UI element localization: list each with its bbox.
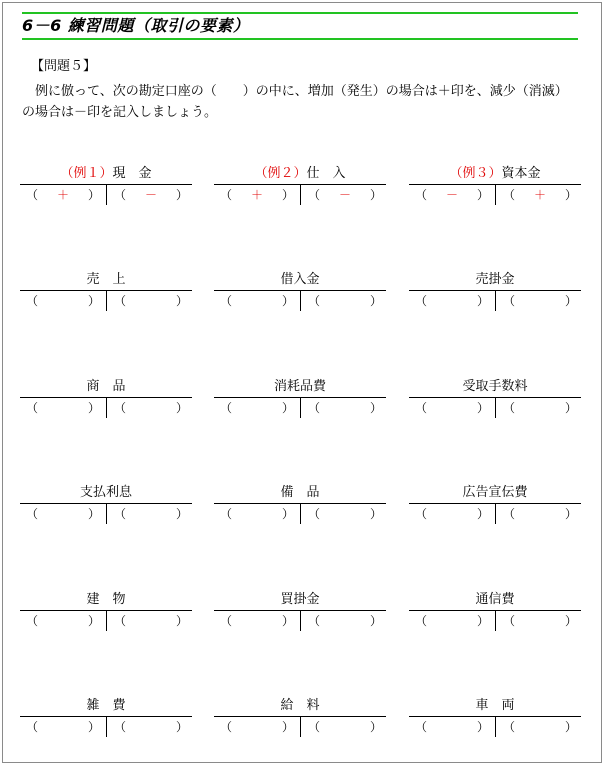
open-paren: （ bbox=[308, 720, 321, 734]
account-title bbox=[214, 165, 386, 183]
account-title bbox=[409, 378, 581, 396]
debit-side-blank[interactable] bbox=[415, 612, 489, 630]
credit-side-blank[interactable] bbox=[308, 399, 382, 417]
t-account-vertical-line bbox=[106, 397, 107, 418]
sign-mark: ＋ bbox=[250, 188, 263, 202]
debit-side-blank[interactable] bbox=[26, 505, 100, 523]
open-paren: （ bbox=[220, 720, 233, 734]
close-paren: ） bbox=[175, 720, 188, 734]
example-label: （例３） bbox=[449, 166, 502, 181]
t-account bbox=[214, 697, 386, 737]
credit-side-blank[interactable] bbox=[114, 292, 188, 310]
close-paren: ） bbox=[476, 720, 489, 734]
open-paren: （ bbox=[308, 614, 321, 628]
t-account-vertical-line bbox=[106, 716, 107, 737]
close-paren: ） bbox=[369, 188, 382, 202]
t-account-vertical-line bbox=[106, 184, 107, 205]
sign-mark: － bbox=[338, 188, 351, 202]
account-name: 売 上 bbox=[86, 272, 126, 287]
example-label: （例２） bbox=[254, 166, 307, 181]
account-name: 広告宣伝費 bbox=[462, 485, 528, 500]
account-title bbox=[214, 484, 386, 502]
debit-side-blank bbox=[415, 186, 489, 204]
debit-side-blank[interactable] bbox=[415, 505, 489, 523]
account-name: 備 品 bbox=[280, 485, 320, 500]
close-paren: ） bbox=[87, 720, 100, 734]
t-account bbox=[214, 165, 386, 205]
sign-mark: ＋ bbox=[56, 188, 69, 202]
close-paren: ） bbox=[369, 401, 382, 415]
t-account bbox=[20, 697, 192, 737]
t-account-vertical-line bbox=[495, 716, 496, 737]
account-title bbox=[20, 591, 192, 609]
t-account bbox=[409, 484, 581, 524]
account-title bbox=[20, 378, 192, 396]
open-paren: （ bbox=[26, 401, 39, 415]
t-account bbox=[409, 165, 581, 205]
debit-side-blank[interactable] bbox=[415, 718, 489, 736]
account-title bbox=[20, 697, 192, 715]
debit-side-blank[interactable] bbox=[220, 718, 294, 736]
debit-side-blank bbox=[26, 186, 100, 204]
page-title: 6－6 練習問題（取引の要素） bbox=[22, 16, 250, 35]
t-account-vertical-line bbox=[495, 290, 496, 311]
t-account-vertical-line bbox=[300, 290, 301, 311]
open-paren: （ bbox=[26, 507, 39, 521]
close-paren: ） bbox=[175, 614, 188, 628]
close-paren: ） bbox=[369, 720, 382, 734]
credit-side-blank[interactable] bbox=[503, 718, 577, 736]
open-paren: （ bbox=[114, 188, 127, 202]
credit-side-blank[interactable] bbox=[503, 505, 577, 523]
debit-side-blank[interactable] bbox=[415, 292, 489, 310]
t-account bbox=[214, 591, 386, 631]
t-account bbox=[20, 591, 192, 631]
close-paren: ） bbox=[87, 614, 100, 628]
close-paren: ） bbox=[564, 507, 577, 521]
close-paren: ） bbox=[175, 294, 188, 308]
open-paren: （ bbox=[503, 507, 516, 521]
t-account-vertical-line bbox=[300, 184, 301, 205]
account-name: 車 両 bbox=[475, 698, 515, 713]
open-paren: （ bbox=[26, 188, 39, 202]
title-rule-bottom bbox=[22, 38, 578, 40]
sign-mark: － bbox=[144, 188, 157, 202]
t-account bbox=[214, 484, 386, 524]
close-paren: ） bbox=[175, 188, 188, 202]
debit-side-blank bbox=[220, 186, 294, 204]
t-account-vertical-line bbox=[106, 610, 107, 631]
close-paren: ） bbox=[476, 507, 489, 521]
t-account bbox=[20, 271, 192, 311]
close-paren: ） bbox=[476, 614, 489, 628]
credit-side-blank[interactable] bbox=[114, 399, 188, 417]
account-name: 消耗品費 bbox=[273, 379, 326, 394]
debit-side-blank[interactable] bbox=[26, 399, 100, 417]
credit-side-blank[interactable] bbox=[114, 505, 188, 523]
close-paren: ） bbox=[564, 401, 577, 415]
debit-side-blank[interactable] bbox=[26, 718, 100, 736]
t-account bbox=[214, 378, 386, 418]
close-paren: ） bbox=[281, 401, 294, 415]
example-label: （例１） bbox=[60, 166, 113, 181]
open-paren: （ bbox=[220, 294, 233, 308]
close-paren: ） bbox=[476, 401, 489, 415]
credit-side-blank[interactable] bbox=[114, 718, 188, 736]
question-label: 【問題５】 bbox=[31, 59, 97, 74]
account-title bbox=[20, 165, 192, 183]
account-title bbox=[20, 484, 192, 502]
debit-side-blank[interactable] bbox=[220, 612, 294, 630]
open-paren: （ bbox=[503, 294, 516, 308]
account-title bbox=[214, 591, 386, 609]
t-account-vertical-line bbox=[106, 503, 107, 524]
account-name: 通信費 bbox=[475, 592, 515, 607]
debit-side-blank[interactable] bbox=[26, 292, 100, 310]
account-name: 建 物 bbox=[86, 592, 126, 607]
close-paren: ） bbox=[87, 401, 100, 415]
close-paren: ） bbox=[175, 401, 188, 415]
open-paren: （ bbox=[415, 614, 428, 628]
open-paren: （ bbox=[26, 720, 39, 734]
close-paren: ） bbox=[564, 188, 577, 202]
open-paren: （ bbox=[26, 294, 39, 308]
close-paren: ） bbox=[87, 188, 100, 202]
t-account-vertical-line bbox=[300, 503, 301, 524]
account-title bbox=[409, 697, 581, 715]
t-account bbox=[20, 484, 192, 524]
open-paren: （ bbox=[220, 188, 233, 202]
open-paren: （ bbox=[114, 401, 127, 415]
open-paren: （ bbox=[114, 614, 127, 628]
account-name: 資本金 bbox=[501, 166, 541, 181]
t-account-vertical-line bbox=[495, 610, 496, 631]
close-paren: ） bbox=[369, 294, 382, 308]
account-title bbox=[214, 271, 386, 289]
close-paren: ） bbox=[281, 294, 294, 308]
open-paren: （ bbox=[114, 294, 127, 308]
t-account-vertical-line bbox=[495, 503, 496, 524]
account-name: 借入金 bbox=[280, 272, 320, 287]
close-paren: ） bbox=[87, 507, 100, 521]
close-paren: ） bbox=[87, 294, 100, 308]
account-name: 受取手数料 bbox=[462, 379, 528, 394]
t-account-vertical-line bbox=[495, 184, 496, 205]
t-account bbox=[409, 378, 581, 418]
t-account bbox=[409, 591, 581, 631]
sign-mark: － bbox=[445, 188, 458, 202]
debit-side-blank[interactable] bbox=[415, 399, 489, 417]
credit-side-blank[interactable] bbox=[114, 612, 188, 630]
open-paren: （ bbox=[415, 188, 428, 202]
debit-side-blank[interactable] bbox=[220, 399, 294, 417]
t-account bbox=[214, 271, 386, 311]
credit-side-blank[interactable] bbox=[308, 505, 382, 523]
account-title bbox=[409, 165, 581, 183]
t-account bbox=[20, 165, 192, 205]
account-title bbox=[20, 271, 192, 289]
open-paren: （ bbox=[503, 720, 516, 734]
close-paren: ） bbox=[564, 614, 577, 628]
credit-side-blank bbox=[503, 186, 577, 204]
account-name: 仕 入 bbox=[306, 166, 346, 181]
open-paren: （ bbox=[415, 507, 428, 521]
open-paren: （ bbox=[220, 507, 233, 521]
credit-side-blank[interactable] bbox=[503, 612, 577, 630]
close-paren: ） bbox=[564, 294, 577, 308]
account-title bbox=[409, 271, 581, 289]
credit-side-blank[interactable] bbox=[308, 292, 382, 310]
t-account-vertical-line bbox=[495, 397, 496, 418]
account-title bbox=[409, 484, 581, 502]
t-account-vertical-line bbox=[300, 397, 301, 418]
close-paren: ） bbox=[369, 614, 382, 628]
debit-side-blank[interactable] bbox=[220, 505, 294, 523]
open-paren: （ bbox=[503, 188, 516, 202]
credit-side-blank[interactable] bbox=[503, 292, 577, 310]
account-name: 給 料 bbox=[280, 698, 320, 713]
t-account-vertical-line bbox=[300, 716, 301, 737]
instruction-text: 例に倣って、次の勘定口座の（ ）の中に、増加（発生）の場合は＋印を、減少（消滅）の場合は－印を記入しましょう。 bbox=[22, 84, 568, 120]
credit-side-blank bbox=[308, 186, 382, 204]
account-title bbox=[409, 591, 581, 609]
open-paren: （ bbox=[220, 614, 233, 628]
open-paren: （ bbox=[503, 614, 516, 628]
close-paren: ） bbox=[476, 294, 489, 308]
close-paren: ） bbox=[175, 507, 188, 521]
t-account bbox=[20, 378, 192, 418]
close-paren: ） bbox=[281, 720, 294, 734]
account-title bbox=[214, 378, 386, 396]
open-paren: （ bbox=[114, 507, 127, 521]
close-paren: ） bbox=[281, 188, 294, 202]
open-paren: （ bbox=[415, 401, 428, 415]
debit-side-blank[interactable] bbox=[26, 612, 100, 630]
t-account-vertical-line bbox=[300, 610, 301, 631]
credit-side-blank[interactable] bbox=[308, 718, 382, 736]
open-paren: （ bbox=[308, 507, 321, 521]
account-name: 雑 費 bbox=[86, 698, 126, 713]
debit-side-blank[interactable] bbox=[220, 292, 294, 310]
close-paren: ） bbox=[369, 507, 382, 521]
t-account-vertical-line bbox=[106, 290, 107, 311]
open-paren: （ bbox=[415, 294, 428, 308]
open-paren: （ bbox=[308, 294, 321, 308]
sign-mark: ＋ bbox=[533, 188, 546, 202]
account-name: 商 品 bbox=[86, 379, 126, 394]
open-paren: （ bbox=[308, 401, 321, 415]
open-paren: （ bbox=[415, 720, 428, 734]
close-paren: ） bbox=[476, 188, 489, 202]
account-name: 支払利息 bbox=[79, 485, 132, 500]
account-name: 買掛金 bbox=[280, 592, 320, 607]
close-paren: ） bbox=[564, 720, 577, 734]
close-paren: ） bbox=[281, 507, 294, 521]
account-title bbox=[214, 697, 386, 715]
credit-side-blank bbox=[114, 186, 188, 204]
close-paren: ） bbox=[281, 614, 294, 628]
t-account bbox=[409, 271, 581, 311]
open-paren: （ bbox=[308, 188, 321, 202]
credit-side-blank[interactable] bbox=[308, 612, 382, 630]
open-paren: （ bbox=[503, 401, 516, 415]
open-paren: （ bbox=[114, 720, 127, 734]
open-paren: （ bbox=[26, 614, 39, 628]
credit-side-blank[interactable] bbox=[503, 399, 577, 417]
account-name: 売掛金 bbox=[475, 272, 515, 287]
open-paren: （ bbox=[220, 401, 233, 415]
t-account bbox=[409, 697, 581, 737]
account-name: 現 金 bbox=[112, 166, 152, 181]
